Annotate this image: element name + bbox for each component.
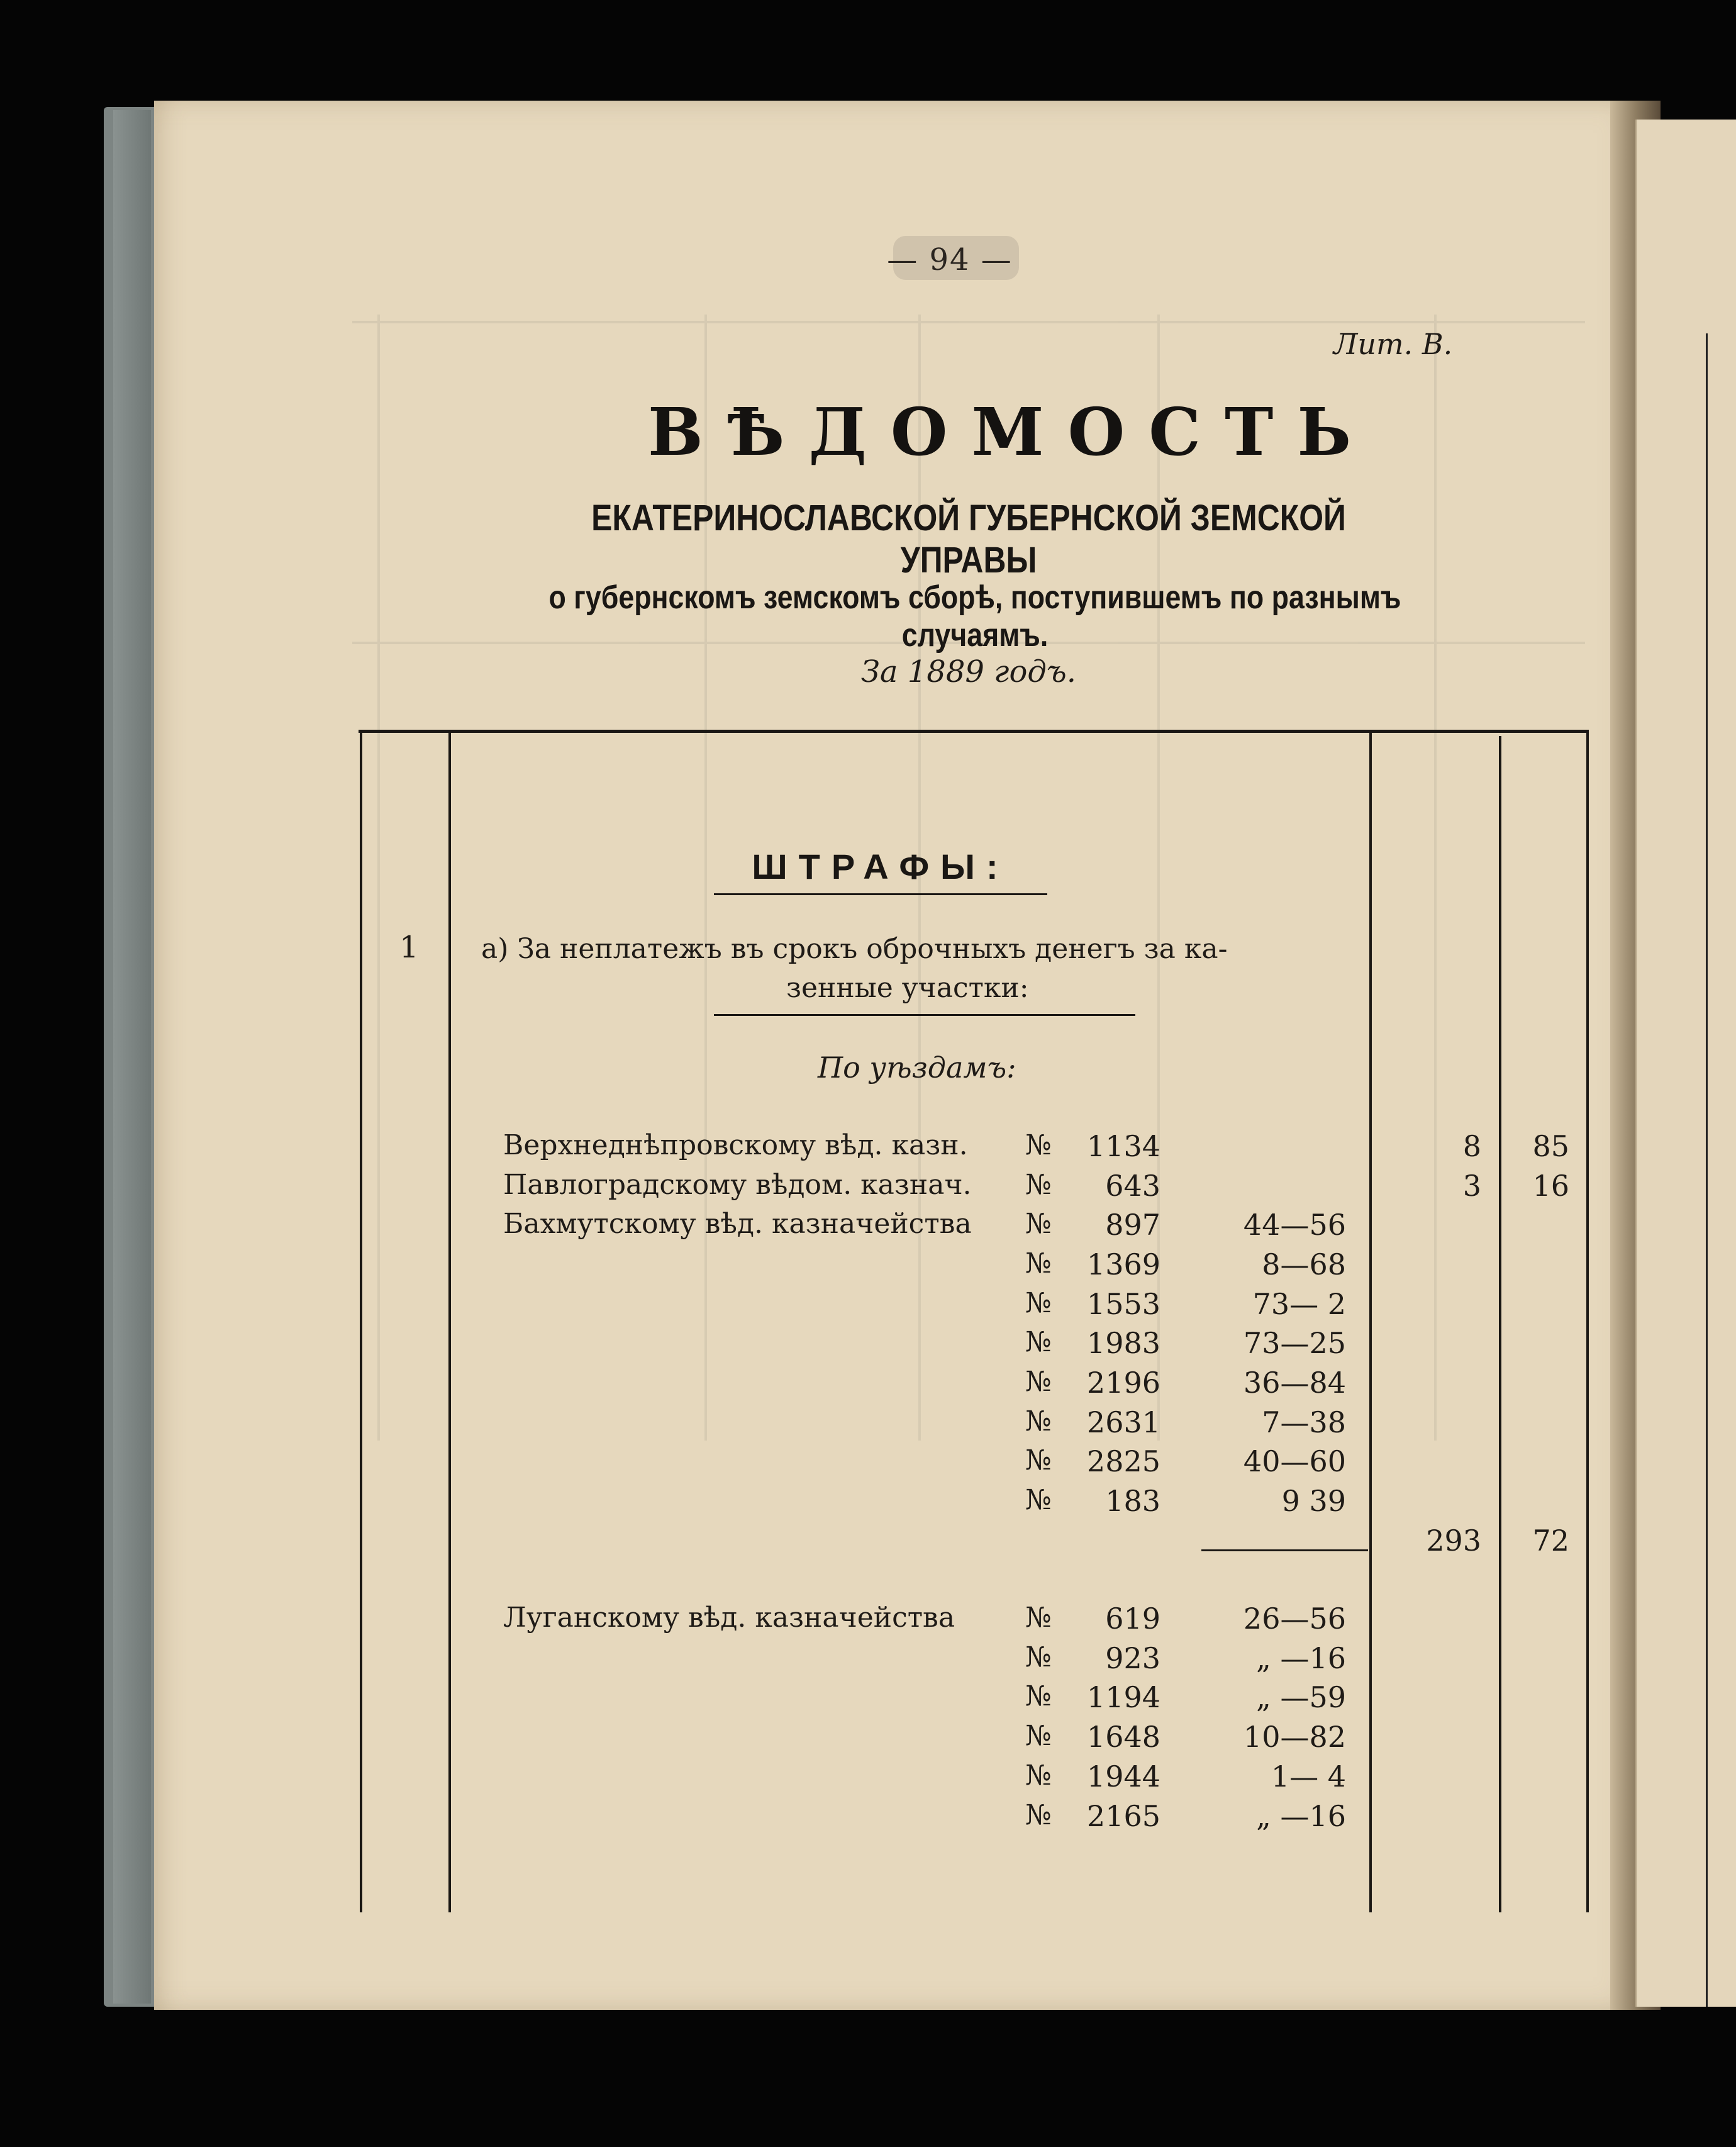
- entry-num: 2196: [1086, 1366, 1160, 1400]
- entry-num: 897: [1105, 1208, 1160, 1242]
- table-right-border: [1586, 730, 1589, 1912]
- facing-page: [1635, 120, 1736, 2007]
- entry-num: 1369: [1086, 1247, 1160, 1281]
- document-title: ВѢДОМОСТЬ: [648, 393, 1376, 471]
- entry-amount: 7—38: [1262, 1405, 1346, 1439]
- entry-no: №: [1025, 1602, 1052, 1634]
- entry-num: 1194: [1086, 1680, 1160, 1714]
- section-heading: ШТРАФЫ:: [752, 847, 1010, 886]
- entry-label: Бахмутскому вѣд. казначейства: [503, 1208, 972, 1240]
- entry-no: №: [1025, 1405, 1052, 1437]
- entry-no: №: [1025, 1444, 1052, 1476]
- entry-no: №: [1025, 1287, 1052, 1319]
- entry-amount: 44—56: [1243, 1208, 1346, 1242]
- entry-no: №: [1025, 1759, 1052, 1792]
- table-top-rule: [359, 730, 1588, 733]
- entry-amount: 73—25: [1243, 1326, 1346, 1360]
- table-left-border: [360, 730, 362, 1912]
- table-col-divider-kop: [1499, 736, 1501, 1912]
- page-number: — 94 —: [887, 242, 1013, 277]
- entry-amount: 9 39: [1281, 1484, 1346, 1518]
- entry-num: 1983: [1086, 1326, 1160, 1360]
- entry-amount: 10—82: [1243, 1720, 1346, 1754]
- entry-no: №: [1025, 1680, 1052, 1712]
- entry-num: 2631: [1086, 1405, 1160, 1439]
- entry-no: №: [1025, 1208, 1052, 1240]
- entry-rub: 3: [1462, 1169, 1481, 1203]
- entry-kop: 16: [1532, 1169, 1569, 1203]
- entry-no: №: [1025, 1641, 1052, 1673]
- entry-num: 1553: [1086, 1287, 1160, 1321]
- lit-label: Лит. В.: [1333, 327, 1453, 361]
- document-subtitle: ЕКАТЕРИНОСЛАВСКОЙ ГУБЕРНСКОЙ ЗЕМСКОЙ УПРАВЫ: [591, 498, 1346, 581]
- row-number: 1: [399, 930, 419, 965]
- document-description: о губернскомъ земскомъ сборѣ, поступившемъ по разнымъ случаямъ.: [548, 579, 1401, 654]
- section-underline: [714, 893, 1047, 895]
- entry-amount: 1— 4: [1271, 1759, 1346, 1793]
- entry-num: 1944: [1086, 1759, 1160, 1793]
- entry-num: 643: [1105, 1169, 1160, 1203]
- table-col-divider-rub: [1369, 730, 1372, 1912]
- by-districts-heading: По уѣздамъ:: [818, 1051, 1016, 1085]
- entry-amount: „ —16: [1256, 1641, 1346, 1675]
- document-year: За 1889 годъ.: [860, 654, 1077, 689]
- item-a-line1: а) За неплатежъ въ срокъ оброчныхъ денегъ за ка-: [481, 933, 1228, 965]
- entry-num: 619: [1105, 1602, 1160, 1636]
- entry-label: Луганскому вѣд. казначейства: [503, 1602, 955, 1634]
- item-a-underline: [714, 1014, 1135, 1016]
- entry-amount: 40—60: [1243, 1444, 1346, 1478]
- subtotal-rule: [1201, 1549, 1368, 1551]
- table-col-divider-1: [448, 730, 451, 1912]
- item-a-line2: зенные участки:: [786, 972, 1029, 1004]
- entry-amount: 26—56: [1243, 1602, 1346, 1636]
- facing-page-rule: [1706, 333, 1708, 2007]
- entry-no: №: [1025, 1366, 1052, 1398]
- entry-num: 1134: [1086, 1129, 1160, 1163]
- entry-amount: „ —59: [1256, 1680, 1346, 1714]
- entry-no: №: [1025, 1169, 1052, 1201]
- entry-no: №: [1025, 1129, 1052, 1161]
- entry-no: №: [1025, 1799, 1052, 1831]
- entry-amount: „ —16: [1256, 1799, 1346, 1833]
- entry-amount: 73— 2: [1252, 1287, 1346, 1321]
- entry-kop: 72: [1532, 1524, 1569, 1558]
- cover-edge: [113, 110, 151, 2004]
- entry-rub: 293: [1426, 1524, 1481, 1558]
- entry-num: 2165: [1086, 1799, 1160, 1833]
- entry-num: 1648: [1086, 1720, 1160, 1754]
- entry-kop: 85: [1532, 1129, 1569, 1163]
- entry-no: №: [1025, 1247, 1052, 1280]
- entry-label: Павлоградскому вѣдом. казнач.: [503, 1169, 972, 1201]
- entry-num: 923: [1105, 1641, 1160, 1675]
- entry-no: №: [1025, 1720, 1052, 1752]
- entry-rub: 8: [1462, 1129, 1481, 1163]
- entry-amount: 8—68: [1262, 1247, 1346, 1281]
- entry-amount: 36—84: [1243, 1366, 1346, 1400]
- entry-no: №: [1025, 1484, 1052, 1516]
- entry-num: 2825: [1086, 1444, 1160, 1478]
- entry-num: 183: [1105, 1484, 1160, 1518]
- entry-label: Верхнеднѣпровскому вѣд. казн.: [503, 1129, 968, 1161]
- item-a-description: [481, 930, 1227, 1008]
- entry-no: №: [1025, 1326, 1052, 1358]
